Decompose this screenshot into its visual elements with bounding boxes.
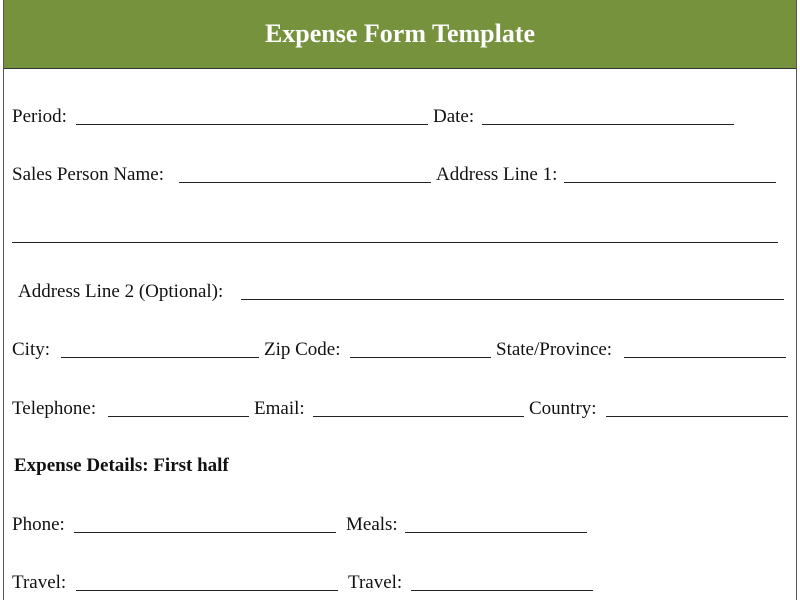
telephone-label: Telephone: [12,398,97,419]
telephone-email-country-row [4,397,796,423]
zip-code-field[interactable] [350,338,491,358]
state-province-label: State/Province: [496,339,613,360]
travel-field-left[interactable] [76,571,338,591]
country-label: Country: [529,398,597,419]
form-header [4,0,796,69]
travel-label-right: Travel: [348,572,403,593]
address-line1-label: Address Line 1: [436,164,558,185]
zip-code-label: Zip Code: [264,339,341,360]
address-line1-field[interactable] [564,163,776,183]
expense-details-title: Expense Details: First half [14,455,229,476]
sales-person-field[interactable] [179,163,431,183]
address-line2-row [4,280,796,306]
date-field[interactable] [482,105,734,125]
form-page [3,0,797,600]
address-line2-field[interactable] [241,280,784,300]
city-label: City: [12,339,51,360]
email-label: Email: [254,398,305,419]
meals-field[interactable] [405,513,587,533]
phone-label: Phone: [12,514,65,535]
city-field[interactable] [61,338,259,358]
email-field[interactable] [313,397,524,417]
address-line1-continued-field[interactable] [12,223,778,243]
period-field[interactable] [76,105,428,125]
country-field[interactable] [606,397,788,417]
phone-meals-row [4,513,796,539]
state-province-field[interactable] [624,338,786,358]
date-label: Date: [433,106,475,127]
phone-field[interactable] [74,513,336,533]
address-line1-continued-row [4,223,796,249]
meals-label: Meals: [346,514,398,535]
telephone-field[interactable] [108,397,249,417]
period-label: Period: [12,106,67,127]
address-line2-label: Address Line 2 (Optional): [18,281,224,302]
salesperson-address1-row [4,163,796,189]
travel-row [4,571,796,597]
city-zip-state-row [4,338,796,364]
period-date-row [4,105,796,131]
travel-label-left: Travel: [12,572,67,593]
travel-field-right[interactable] [411,571,593,591]
form-title: Expense Form Template [264,19,536,48]
sales-person-label: Sales Person Name: [12,164,164,185]
